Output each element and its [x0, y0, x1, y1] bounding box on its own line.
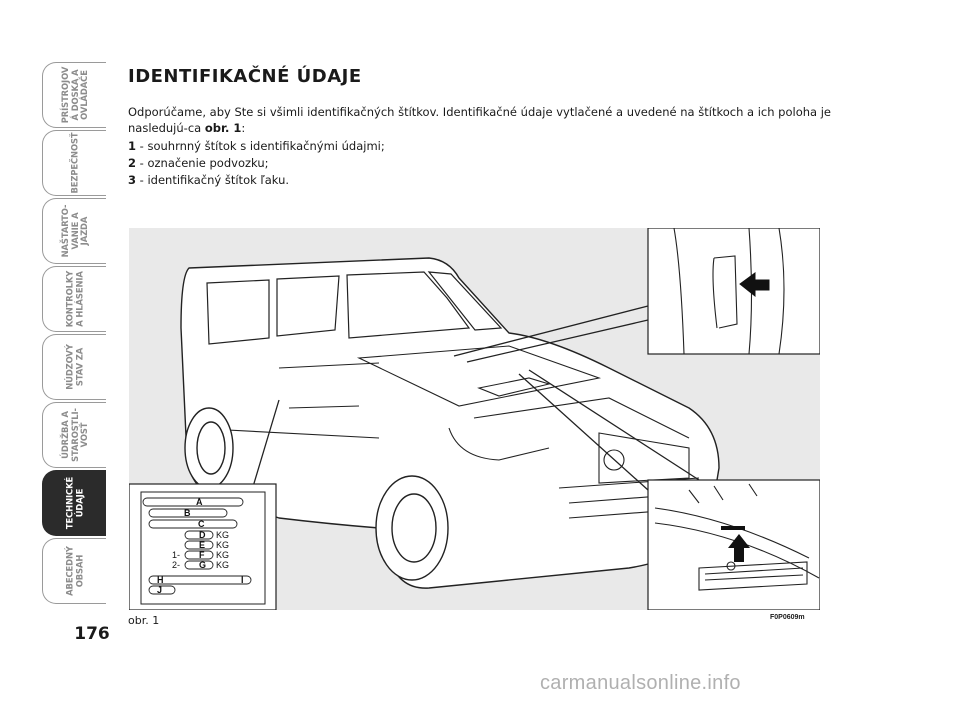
- plate-field-letter: C: [198, 519, 205, 529]
- list-item-text: - identifikačný štítok ľaku.: [136, 173, 290, 187]
- plate-side-mark: 2-: [172, 560, 181, 570]
- list-item-number: 1: [128, 139, 137, 153]
- tab-label: NÚDZOVÝ STAV ZA: [64, 344, 84, 390]
- page-number: 176: [74, 624, 110, 644]
- tab-bezpecnost[interactable]: [42, 130, 106, 196]
- tab-label: ABECEDNÝ OBSAH: [64, 546, 84, 596]
- tab-kontrolky[interactable]: [42, 266, 106, 332]
- tab-label: KONTROLKY A HLÁSENIA: [64, 270, 84, 328]
- figure-reference: obr. 1: [204, 121, 242, 135]
- tab-label: PRÍSTROJOV Á DOSKA A OVLÁDAČE: [59, 66, 89, 124]
- tab-label: TECHNICKÉ ÚDAJE: [64, 476, 84, 530]
- intro-end: :: [241, 121, 246, 135]
- intro-paragraph: [128, 104, 868, 136]
- list-item: [128, 138, 385, 155]
- list-item-text: - označenie podvozku;: [136, 156, 269, 170]
- plate-unit: KG: [216, 560, 230, 570]
- plate-field-letter: D: [199, 530, 206, 540]
- tab-label: BEZPEČNOSŤ: [68, 132, 79, 194]
- list-item: [128, 172, 385, 189]
- plate-field-letter: J: [157, 585, 163, 595]
- figure-code: F0P0609m: [770, 614, 805, 621]
- figure-caption: obr. 1: [128, 614, 160, 627]
- plate-field-letter: G: [199, 560, 207, 570]
- plate-field-letter: A: [196, 497, 203, 507]
- list-item: [128, 155, 385, 172]
- plate-field-letter: I: [241, 575, 244, 585]
- tab-nastartovanie[interactable]: [42, 198, 106, 264]
- tab-technicke-udaje[interactable]: [42, 470, 106, 536]
- vehicle-figure: [129, 228, 820, 610]
- tab-nudzovy-stav[interactable]: [42, 334, 106, 400]
- plate-field-letter: F: [199, 550, 205, 560]
- van-illustration: [129, 228, 820, 610]
- page-title: IDENTIFIKAČNÉ ÚDAJE: [128, 66, 362, 87]
- tab-label: ÚDRŽBA A STAROSTLI- VOSŤ: [59, 408, 89, 462]
- plate-unit: KG: [216, 550, 230, 560]
- list-item-number: 2: [128, 156, 137, 170]
- plate-unit: KG: [216, 530, 230, 540]
- watermark-text: carmanualsonline.info: [540, 672, 741, 694]
- tab-pristrojova-doska[interactable]: [42, 62, 106, 128]
- plate-field-letter: H: [157, 575, 164, 585]
- tab-label: NAŠTARTO- VANIE A JAZDA: [59, 204, 89, 258]
- identification-list: [128, 138, 385, 189]
- plate-side-mark: 1-: [172, 550, 181, 560]
- list-item-text: - souhrnný štítok s identifikačnými údajmi;: [136, 139, 385, 153]
- plate-field-letter: E: [199, 540, 206, 550]
- intro-text: Odporúčame, aby Ste si všimli identifikačných štítkov. Identifikačné údaje vytlačené a uvedené na štítkoch a ich poloha je nasledujú-ca: [128, 105, 831, 135]
- tab-abecedny-obsah[interactable]: [42, 538, 106, 604]
- tab-udrzba[interactable]: [42, 402, 106, 468]
- plate-unit: KG: [216, 540, 230, 550]
- thumb-index-tabs: [42, 62, 106, 606]
- list-item-number: 3: [128, 173, 137, 187]
- plate-field-letter: B: [184, 508, 191, 518]
